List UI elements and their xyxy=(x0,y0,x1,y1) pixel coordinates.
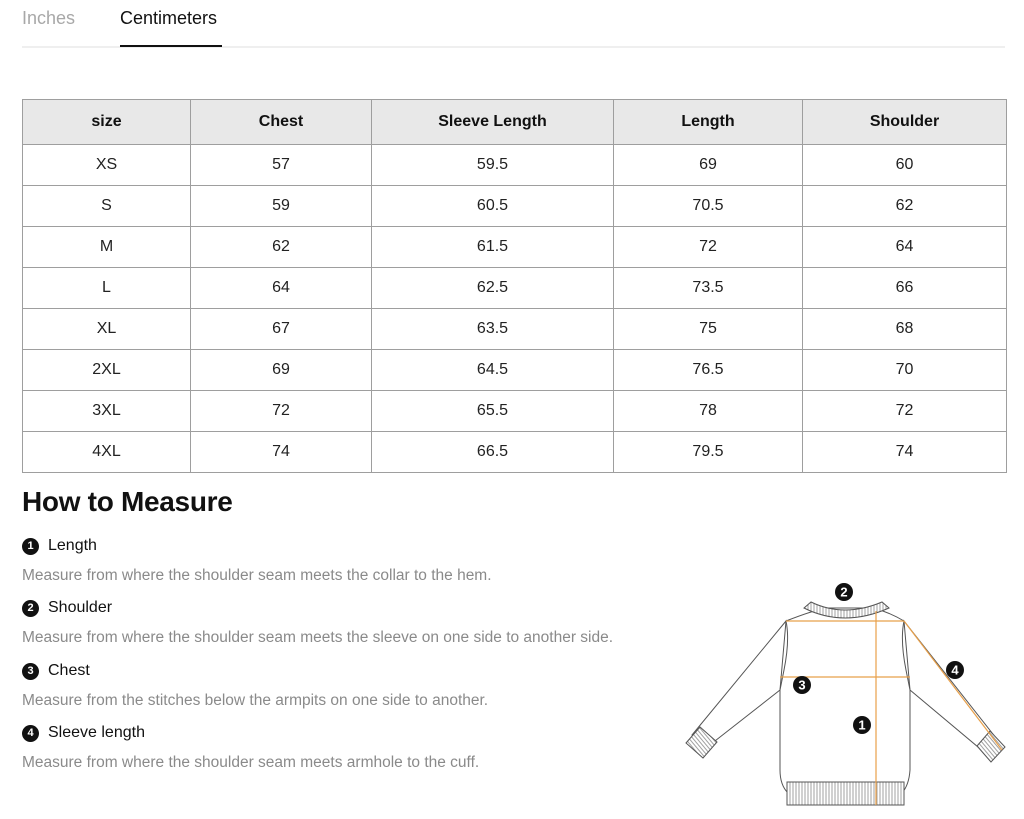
cell-size: XS xyxy=(23,145,191,186)
marker-1-icon xyxy=(853,716,871,734)
number-4-icon: 4 xyxy=(22,725,39,742)
tab-centimeters[interactable]: Centimeters xyxy=(120,8,218,28)
cell-sleeve-length: 61.5 xyxy=(372,227,614,268)
size-chart-table xyxy=(22,99,1007,473)
measure-item-chest xyxy=(22,660,488,710)
measure-item-length xyxy=(22,535,492,585)
table-row xyxy=(23,350,1007,391)
header-size: size xyxy=(23,100,191,145)
cell-chest: 64 xyxy=(191,268,372,309)
measure-description: Measure from where the shoulder seam meets the sleeve on one side to another side. xyxy=(22,629,614,646)
cell-sleeve-length: 65.5 xyxy=(372,391,614,432)
tab-inches[interactable]: Inches xyxy=(22,8,76,28)
table-row xyxy=(23,309,1007,350)
cell-size: S xyxy=(23,186,191,227)
table-row xyxy=(23,186,1007,227)
hem-rib xyxy=(787,782,904,805)
cell-chest: 67 xyxy=(191,309,372,350)
cell-chest: 62 xyxy=(191,227,372,268)
cell-size: 2XL xyxy=(23,350,191,391)
cell-length: 72 xyxy=(614,227,803,268)
cell-shoulder: 60 xyxy=(803,145,1007,186)
table-row xyxy=(23,268,1007,309)
measure-label: Sleeve length xyxy=(48,724,145,741)
cell-length: 73.5 xyxy=(614,268,803,309)
cell-size: XL xyxy=(23,309,191,350)
cell-length: 78 xyxy=(614,391,803,432)
how-to-measure-title: How to Measure xyxy=(22,486,233,517)
marker-3-icon xyxy=(793,676,811,694)
measure-description: Measure from the stitches below the armpits on one side to another. xyxy=(22,692,489,709)
cell-sleeve-length: 66.5 xyxy=(372,432,614,473)
table-row xyxy=(23,227,1007,268)
cell-shoulder: 66 xyxy=(803,268,1007,309)
table-row xyxy=(23,145,1007,186)
cell-size: 4XL xyxy=(23,432,191,473)
cell-chest: 57 xyxy=(191,145,372,186)
measure-label: Shoulder xyxy=(48,599,113,616)
marker-2-icon xyxy=(835,583,853,601)
cell-size: M xyxy=(23,227,191,268)
cell-sleeve-length: 59.5 xyxy=(372,145,614,186)
number-3-icon: 3 xyxy=(22,663,39,680)
measure-description: Measure from where the shoulder seam meets the collar to the hem. xyxy=(22,567,492,584)
cell-length: 69 xyxy=(614,145,803,186)
cell-chest: 74 xyxy=(191,432,372,473)
number-2-icon: 2 xyxy=(22,600,39,617)
cell-sleeve-length: 64.5 xyxy=(372,350,614,391)
sweater-outline-icon xyxy=(692,608,996,793)
unit-tabs xyxy=(22,0,1005,48)
measure-item-sleeve-length xyxy=(22,722,479,772)
cell-length: 70.5 xyxy=(614,186,803,227)
header-shoulder: Shoulder xyxy=(803,100,1007,145)
cell-shoulder: 62 xyxy=(803,186,1007,227)
cell-shoulder: 68 xyxy=(803,309,1007,350)
sweater-measurement-diagram xyxy=(684,580,1006,810)
header-sleeve-length: Sleeve Length xyxy=(372,100,614,145)
number-1-icon: 1 xyxy=(22,538,39,555)
cell-shoulder: 70 xyxy=(803,350,1007,391)
table-row xyxy=(23,391,1007,432)
svg-text:2: 2 xyxy=(840,584,848,600)
cell-shoulder: 74 xyxy=(803,432,1007,473)
cell-size: L xyxy=(23,268,191,309)
header-chest: Chest xyxy=(191,100,372,145)
measure-description: Measure from where the shoulder seam meets armhole to the cuff. xyxy=(22,754,480,771)
measure-item-shoulder xyxy=(22,597,613,647)
cell-length: 79.5 xyxy=(614,432,803,473)
table-header-row xyxy=(23,100,1007,145)
table-row xyxy=(23,432,1007,473)
active-tab-indicator xyxy=(120,45,222,47)
measure-label: Length xyxy=(48,537,97,554)
cell-sleeve-length: 62.5 xyxy=(372,268,614,309)
cell-length: 75 xyxy=(614,309,803,350)
marker-4-icon xyxy=(946,661,964,679)
measure-label: Chest xyxy=(48,662,90,679)
cell-chest: 72 xyxy=(191,391,372,432)
cell-chest: 69 xyxy=(191,350,372,391)
cell-size: 3XL xyxy=(23,391,191,432)
cell-sleeve-length: 60.5 xyxy=(372,186,614,227)
cell-sleeve-length: 63.5 xyxy=(372,309,614,350)
cell-shoulder: 72 xyxy=(803,391,1007,432)
svg-text:1: 1 xyxy=(858,717,866,733)
svg-text:3: 3 xyxy=(798,677,806,693)
header-length: Length xyxy=(614,100,803,145)
svg-text:4: 4 xyxy=(951,662,959,678)
cell-chest: 59 xyxy=(191,186,372,227)
cell-length: 76.5 xyxy=(614,350,803,391)
cell-shoulder: 64 xyxy=(803,227,1007,268)
